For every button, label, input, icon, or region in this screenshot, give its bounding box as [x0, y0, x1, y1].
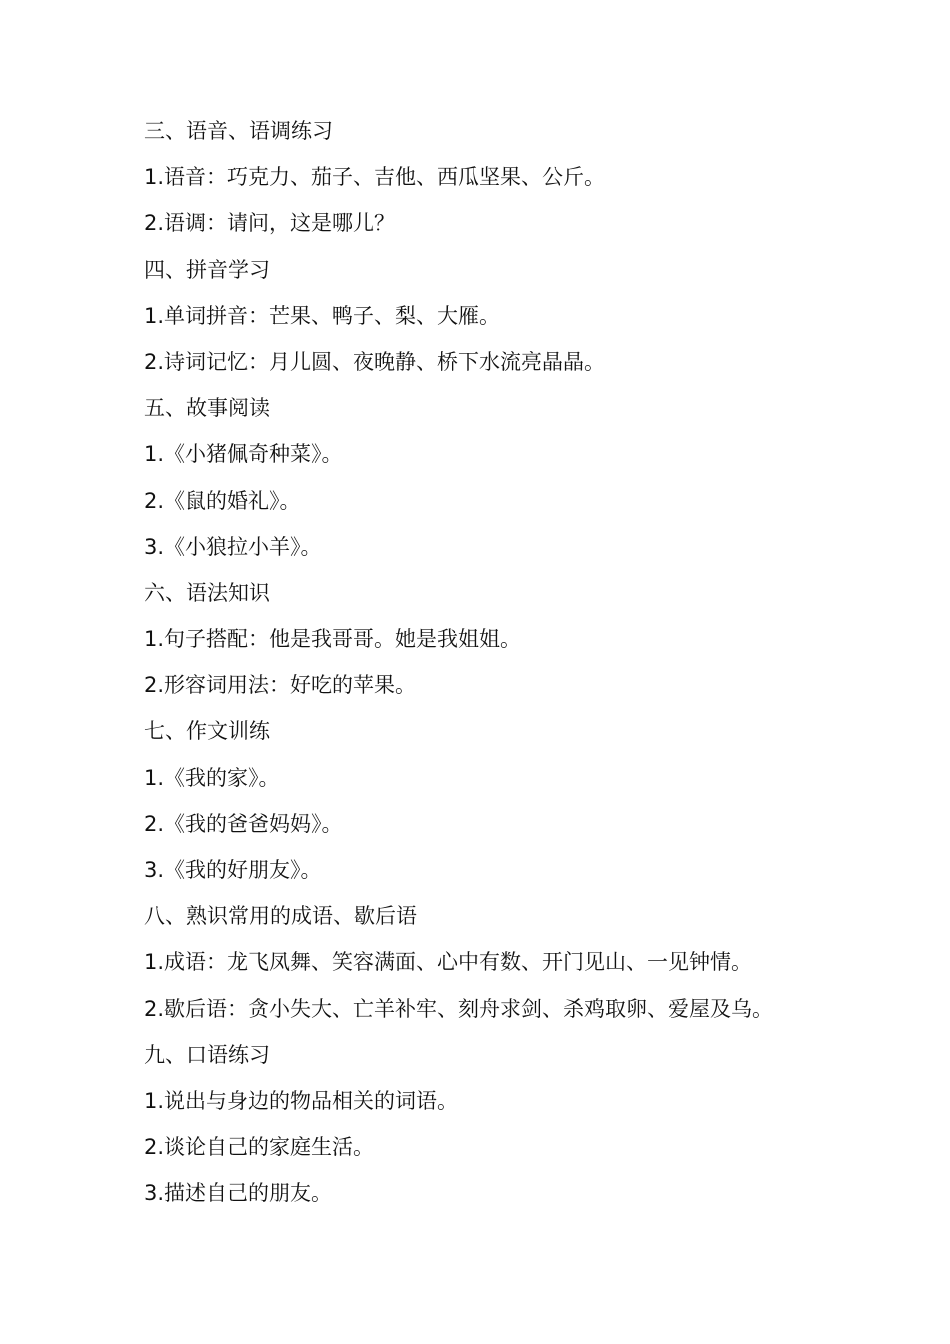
list-item: 1.《小猪佩奇种菜》。 [144, 442, 343, 467]
list-item: 3.描述自己的朋友。 [144, 1181, 333, 1206]
section-heading-idioms: 八、熟识常用的成语、歇后语 [144, 904, 417, 929]
list-item: 2.《我的爸爸妈妈》。 [144, 811, 343, 836]
list-item: 2.《鼠的婚礼》。 [144, 488, 301, 513]
list-item: 2.诗词记忆：月儿圆、夜晚静、桥下水流亮晶晶。 [144, 349, 606, 374]
list-item: 1.成语：龙飞凤舞、笑容满面、心中有数、开门见山、一见钟情。 [144, 950, 753, 975]
list-item: 3.《我的好朋友》。 [144, 858, 322, 882]
list-item: 1.语音：巧克力、茄子、吉他、西瓜坚果、公斤。 [144, 165, 606, 190]
list-item: 2.语调：请问，这是哪儿？ [144, 211, 396, 236]
list-item: 3.《小狼拉小羊》。 [144, 534, 322, 559]
section-heading-story-reading: 五、故事阅读 [144, 396, 270, 421]
list-item: 2.谈论自己的家庭生活。 [144, 1135, 375, 1160]
document-body [144, 113, 904, 1222]
list-item: 2.歇后语：贪小失大、亡羊补牢、刻舟求剑、杀鸡取卵、爱屋及乌。 [144, 996, 774, 1021]
list-item: 1.说出与身边的物品相关的词语。 [144, 1088, 459, 1113]
list-item: 1.单词拼音：芒果、鸭子、梨、大雁。 [144, 303, 501, 328]
list-item: 1.《我的家》。 [144, 765, 280, 790]
section-heading-grammar: 六、语法知识 [144, 580, 270, 605]
section-heading-composition: 七、作文训练 [144, 719, 270, 744]
section-heading-oral-practice: 九、口语练习 [144, 1042, 270, 1067]
list-item: 2.形容词用法：好吃的苹果。 [144, 673, 417, 698]
section-heading-pronunciation-intonation: 三、语音、语调练习 [144, 119, 333, 143]
section-heading-pinyin: 四、拼音学习 [144, 257, 270, 282]
list-item: 1.句子搭配：他是我哥哥。她是我姐姐。 [144, 627, 522, 652]
